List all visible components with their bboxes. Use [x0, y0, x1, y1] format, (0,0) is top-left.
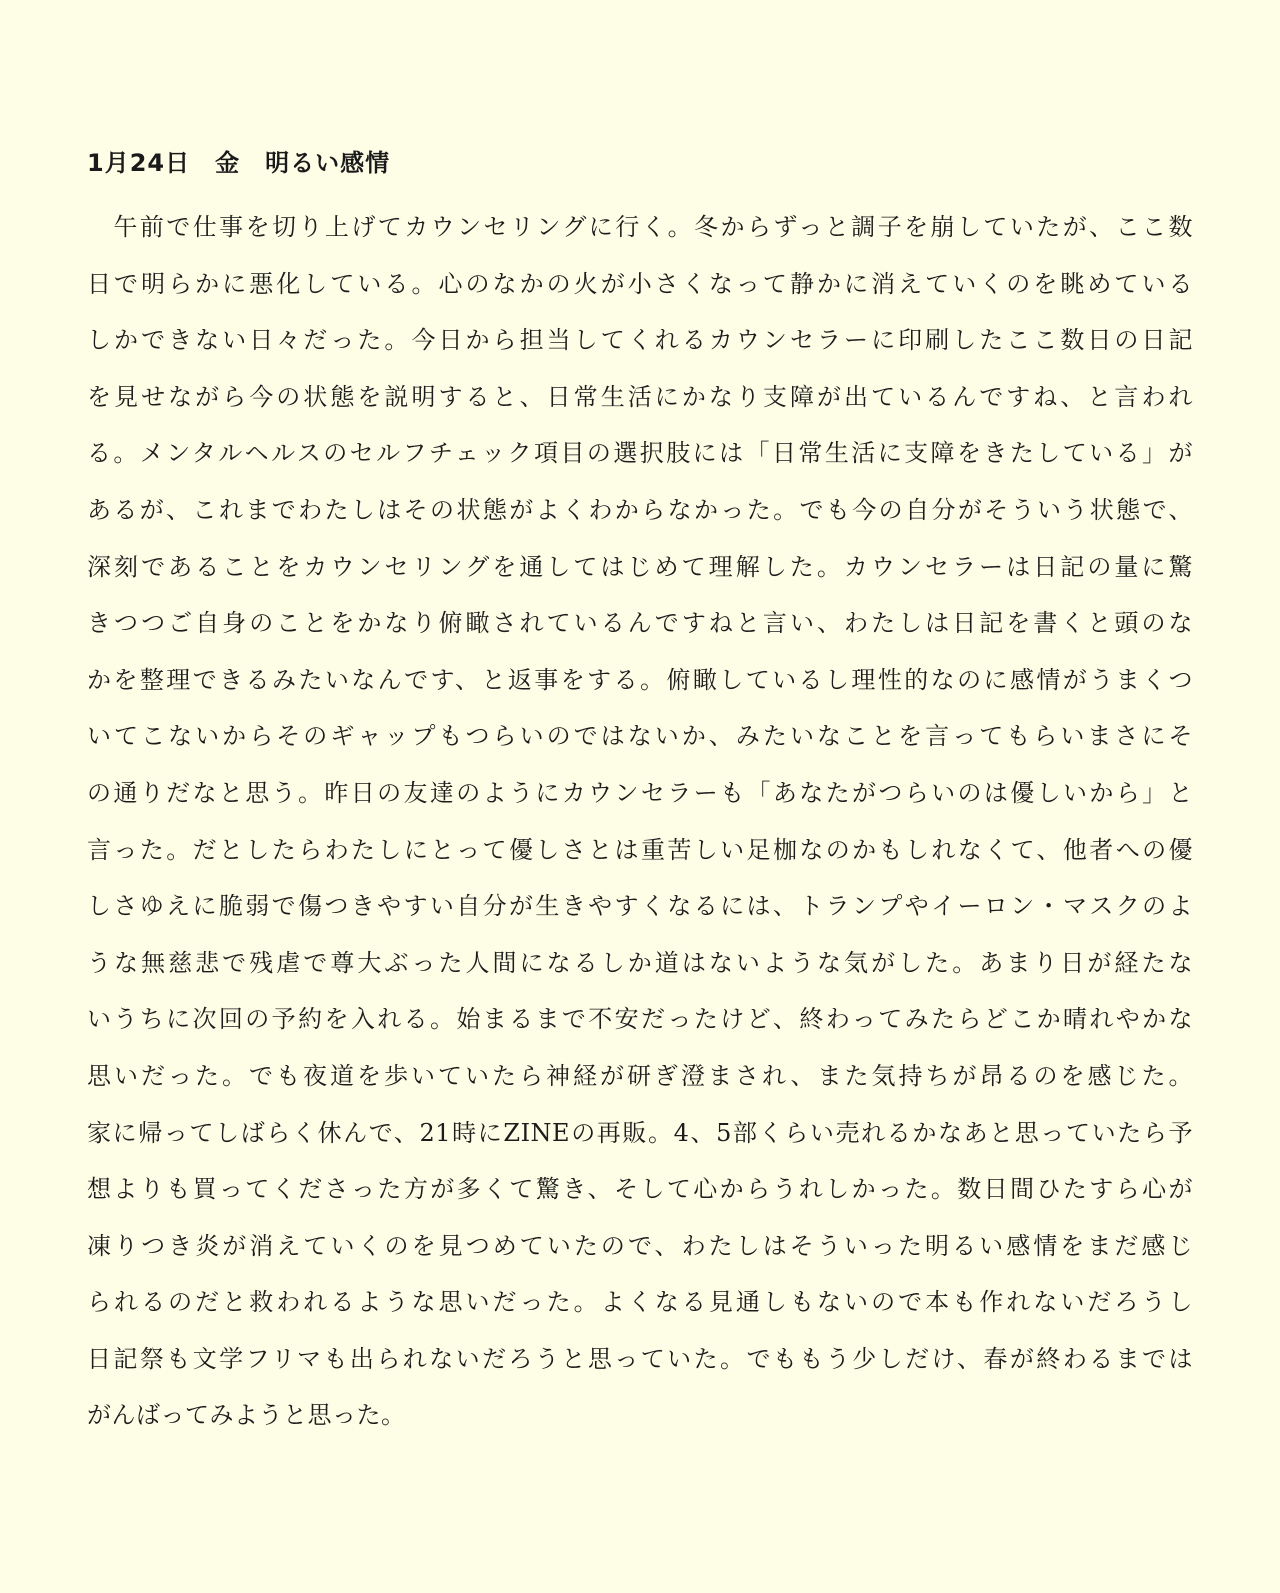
body-line: かを整理できるみたいなんです、と返事をする。俯瞰しているし理性的なのに感情がうまくつ: [87, 665, 1193, 694]
body-line: 深刻であることをカウンセリングを通してはじめて理解した。カウンセラーは日記の量に驚: [87, 552, 1193, 581]
body-line: を見せながら今の状態を説明すると、日常生活にかなり支障が出ているんですね、と言われ: [87, 382, 1193, 411]
body-line: の通りだなと思う。昨日の友達のようにカウンセラーも「あなたがつらいのは優しいから」と: [87, 778, 1193, 807]
entry-title: 1月24日 金 明るい感情: [87, 149, 391, 177]
body-line: いてこないからそのギャップもつらいのではないか、みたいなことを言ってもらいまさにそ: [87, 722, 1193, 751]
body-line: あるが、これまでわたしはその状態がよくわからなかった。でも今の自分がそういう状態で、: [87, 495, 1193, 524]
body-line: 想よりも買ってくださった方が多くて驚き、そして心からうれしかった。数日間ひたすら心が: [87, 1175, 1193, 1204]
body-line: 日記祭も文学フリマも出られないだろうと思っていた。でももう少しだけ、春が終わるまでは: [87, 1344, 1193, 1373]
body-line: うな無慈悲で残虐で尊大ぶった人間になるしか道はないような気がした。あまり日が経たな: [87, 948, 1193, 977]
body-line: 午前で仕事を切り上げてカウンセリングに行く。冬からずっと調子を崩していたが、ここ数: [87, 213, 1193, 241]
body-line: 家に帰ってしばらく休んで、21時にZINEの再販。4、5部くらい売れるかなあと思っていたら予: [87, 1118, 1193, 1147]
body-line: る。メンタルヘルスのセルフチェック項目の選択肢には「日常生活に支障をきたしている」が: [87, 439, 1193, 468]
body-line: いうちに次回の予約を入れる。始まるまで不安だったけど、終わってみたらどこか晴れやかな: [87, 1005, 1193, 1034]
body-line: がんばってみようと思った。: [87, 1401, 406, 1430]
body-line: 日で明らかに悪化している。心のなかの火が小さくなって静かに消えていくのを眺めている: [87, 269, 1193, 298]
body-line: しかできない日々だった。今日から担当してくれるカウンセラーに印刷したここ数日の日記: [87, 326, 1193, 355]
body-line: しさゆえに脆弱で傷つきやすい自分が生きやすくなるには、トランプやイーロン・マスクのよ: [87, 892, 1193, 921]
entry-body: [87, 199, 1193, 1444]
body-line: 思いだった。でも夜道を歩いていたら神経が研ぎ澄まされ、また気持ちが昂るのを感じた。: [87, 1061, 1193, 1090]
body-line: 凍りつき炎が消えていくのを見つめていたので、わたしはそういった明るい感情をまだ感じ: [87, 1231, 1193, 1260]
body-line: 言った。だとしたらわたしにとって優しさとは重苦しい足枷なのかもしれなくて、他者への優: [87, 835, 1193, 864]
body-line: きつつご自身のことをかなり俯瞰されているんですねと言い、わたしは日記を書くと頭のな: [87, 609, 1193, 638]
body-line: られるのだと救われるような思いだった。よくなる見通しもないので本も作れないだろうし: [87, 1288, 1193, 1317]
